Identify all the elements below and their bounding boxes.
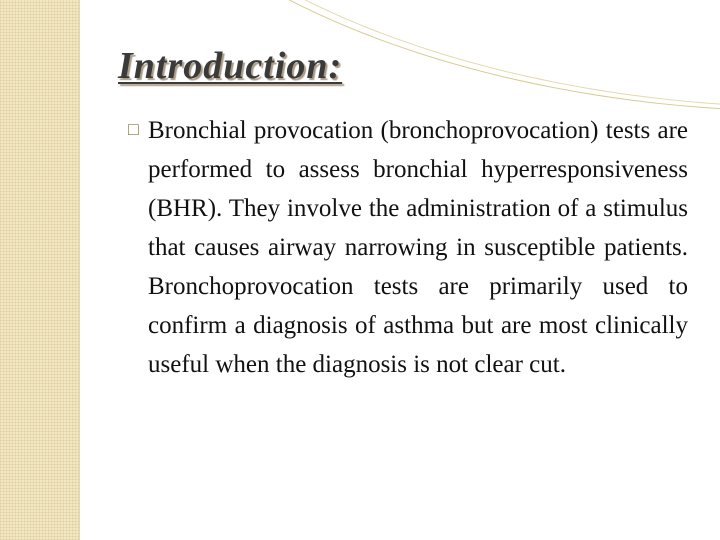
slide-body — [128, 110, 688, 384]
bullet-paragraph — [128, 110, 688, 384]
hollow-square-bullet-icon: □ — [128, 119, 139, 139]
decorative-side-strip — [0, 0, 80, 540]
slide-title: Introduction: — [118, 45, 343, 87]
bullet-text: Bronchial provocation (bronchoprovocation) tests are performed to assess bronchial hyperresponsiveness (BHR). They involve the administration of a stimulus that causes airway narrowing in susceptible patients. Bronchoprovocation tests are primarily used to confirm a diagnosis of asthma but are most clinically useful when the diagnosis is not clear cut. — [148, 117, 688, 378]
